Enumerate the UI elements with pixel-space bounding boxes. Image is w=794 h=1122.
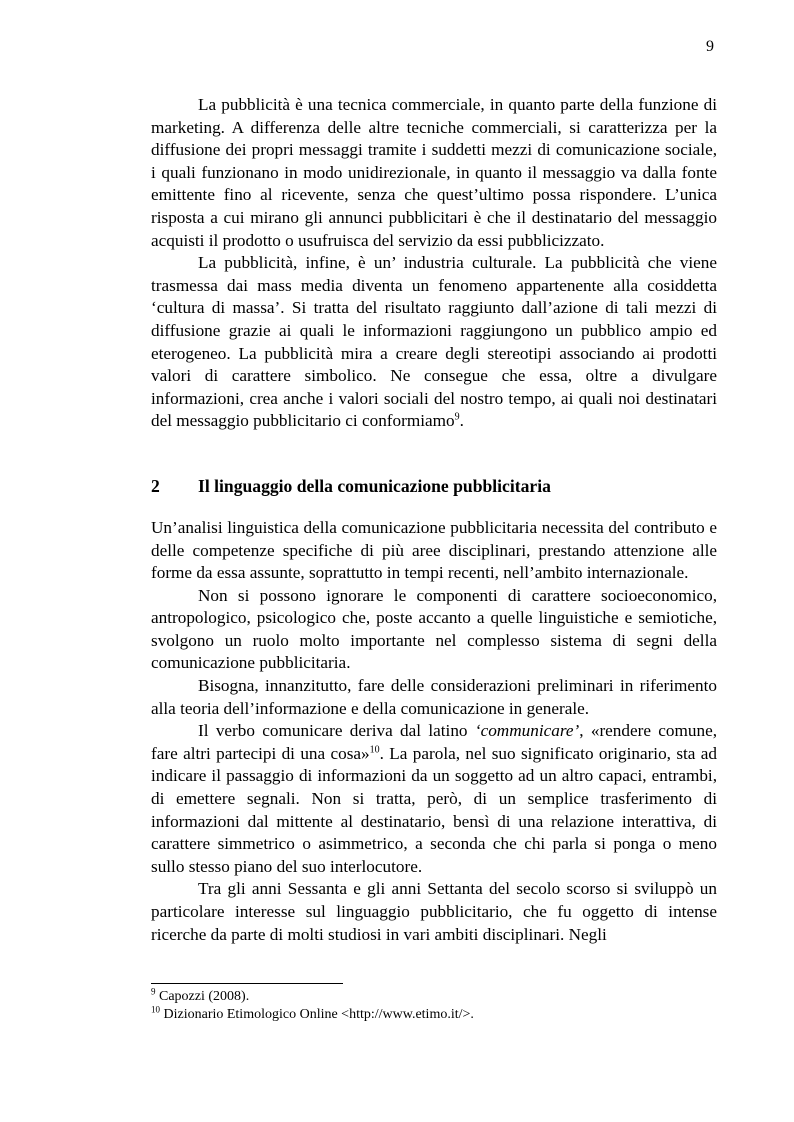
- paragraph-text-end: .: [459, 411, 464, 431]
- footnote-text: Capozzi (2008).: [155, 989, 250, 1004]
- section-heading: [151, 475, 717, 497]
- footnote-divider: [151, 983, 343, 984]
- footnote-mark: 9: [151, 986, 156, 997]
- body-text: [151, 94, 717, 946]
- paragraph-text: , «rendere comune, fare altri partecipi di una cosa»: [151, 721, 717, 763]
- paragraph-text-end: . La parola, nel suo significato originario, sta ad indicare il passaggio di informazioni da un soggetto ad un altro capaci, entrambi, di emettere segnali. Non si tratta, però, di un semplice trasferimento di informazioni dal mittente al destinatario, bensì di una relazione interattiva, di carattere simmetrico o asimmetrico, a seconda che chi parla si ponga o meno sullo stesso piano del suo interlocutore.: [151, 743, 718, 876]
- paragraph: Tra gli anni Sessanta e gli anni Settanta del secolo scorso si sviluppò un particolare interesse sul linguaggio pubblicitario, che fu oggetto di intense ricerche da parte di molti studiosi in vari ambiti disciplinari. Negli: [151, 879, 717, 944]
- paragraph: La pubblicità è una tecnica commerciale, in quanto parte della funzione di marketing. A differenza delle altre tecniche commerciali, si caratterizza per la diffusione dei propri messaggi tramite i suddetti mezzi di comunicazione sociale, i quali funzionano in modo unidirezionale, in quanto il messaggio va dalla fonte emittente fino al ricevente, senza che quest’ultimo possa rispondere. L’unica risposta a cui mirano gli annunci pubblicitari è che il destinatario del messaggio acquisti il prodotto o usufruisca del servizio da essi pubblicizzato.: [151, 95, 717, 250]
- footnote: [151, 988, 717, 1006]
- section-title: Il linguaggio della comunicazione pubblicitaria: [198, 475, 551, 496]
- section-number: 2: [151, 475, 160, 496]
- footnote: [151, 1006, 717, 1024]
- footnote-text: Dizionario Etimologico Online <http://www.etimo.it/>.: [160, 1007, 474, 1022]
- footnotes: [151, 988, 717, 1024]
- paragraph: Non si possono ignorare le componenti di carattere socioeconomico, antropologico, psicologico che, poste accanto a quelle linguistiche e semiotiche, svolgono un ruolo molto importante nel complesso sistema di segni della comunicazione pubblicitaria.: [151, 585, 717, 673]
- paragraph-text-start: Il verbo comunicare deriva dal latino: [198, 721, 475, 741]
- footnote-ref: 10: [369, 744, 380, 756]
- paragraph: Bisogna, innanzitutto, fare delle considerazioni preliminari in riferimento alla teoria dell’informazione e della comunicazione in generale.: [151, 676, 717, 718]
- paragraph: [151, 720, 717, 878]
- footnote-mark: 10: [151, 1004, 160, 1015]
- paragraph-text: La pubblicità, infine, è un’ industria culturale. La pubblicità che viene trasmessa dai mass media diventa un fenomeno appartenente alla cosiddetta ‘cultura di massa’. Si tratta del risultato raggiunto dall’azione di tali mezzi di diffusione grazie ai quali le informazioni raggiungono un pubblico ampio ed eterogeneo. La pubblicità mira a creare degli stereotipi associando ai prodotti valori di carattere simbolico. Ne consegue che essa, oltre a divulgare informazioni, crea anche i valori sociali del nostro tempo, ai quali noi destinatari del messaggio pubblicitario ci conformiamo: [151, 253, 717, 431]
- footnote-ref: 9: [454, 411, 460, 423]
- latin-term: ‘communicare’: [474, 721, 580, 741]
- paragraph: Un’analisi linguistica della comunicazione pubblicitaria necessita del contributo e delle competenze specifiche di più aree disciplinari, prestando attenzione alle forme da essa assunte, soprattutto in tempi recenti, nell’ambito internazionale.: [151, 517, 717, 583]
- paragraph: [151, 252, 717, 433]
- page-number: 9: [706, 38, 714, 55]
